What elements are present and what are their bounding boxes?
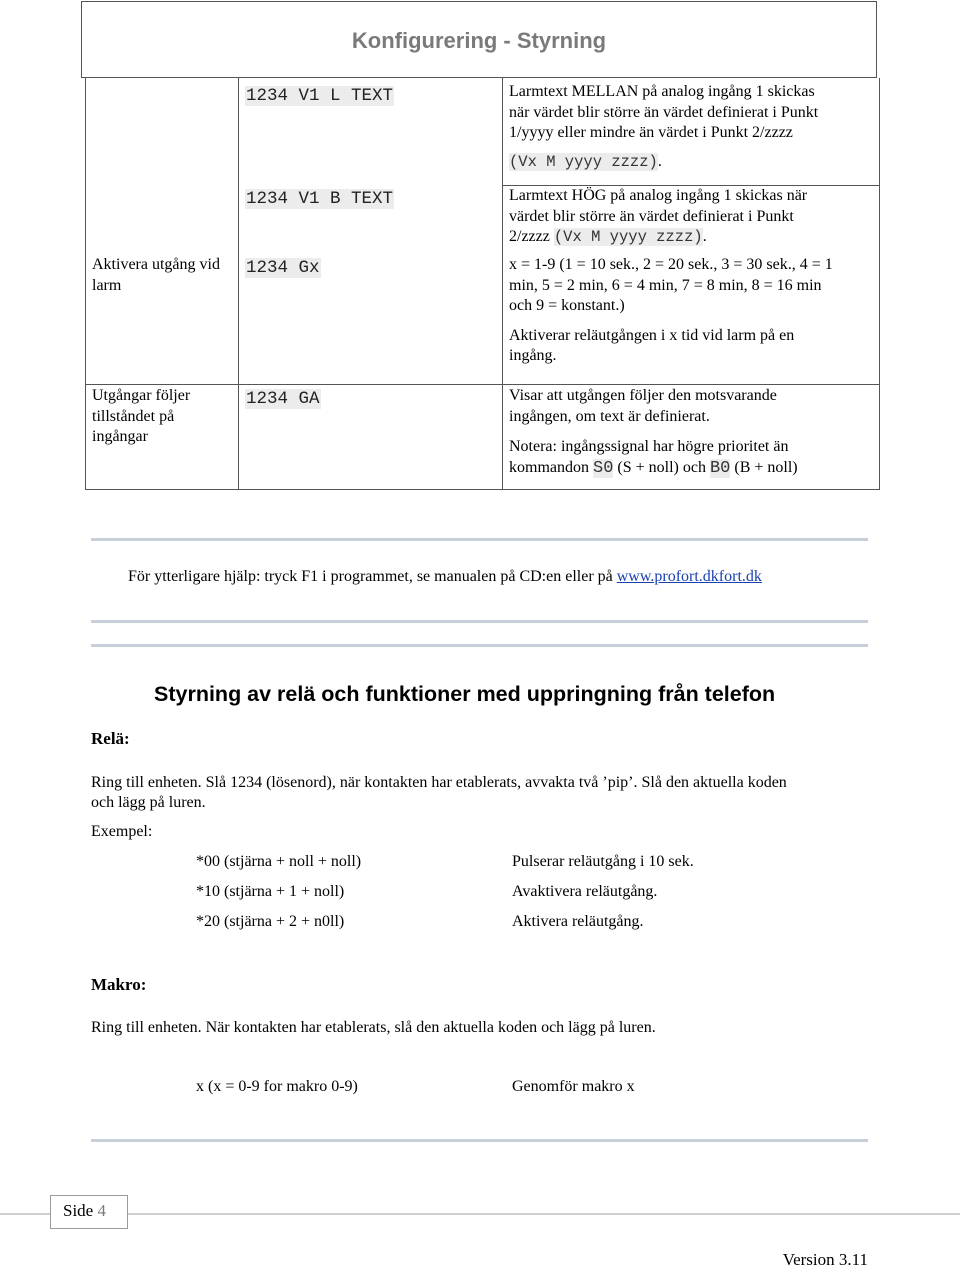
section-title: Styrning av relä och funktioner med uppringning från telefon: [154, 682, 776, 706]
command-ga: 1234 GA: [246, 389, 320, 409]
example-description: Pulserar reläutgång i 10 sek.: [512, 853, 694, 870]
macro-code: x (x = 0-9 for makro 0-9): [196, 1078, 358, 1095]
page-title: Konfigurering - Styrning: [351, 28, 607, 53]
help-text: För ytterligare hjälp: tryck F1 i programmet, se manualen på CD:en eller på www.profort.dkfort.dk: [128, 568, 762, 585]
command-v1-l: 1234 V1 L TEXT: [246, 86, 394, 106]
relay-label: Relä:: [91, 729, 130, 748]
example-code: *10 (stjärna + 1 + noll): [196, 883, 345, 900]
description-ga: Visar att utgången följer den motsvarande ingången, om text är definierat. Notera: ingångssignal har högre prioritet än kommandon S0 (S + noll) och B0 (B + noll): [509, 387, 798, 478]
example-description: Avaktivera reläutgång.: [512, 883, 658, 900]
footer-line: [0, 1213, 960, 1215]
table-border-bottom: [85, 489, 880, 490]
help-link[interactable]: www.profort.dkfort.dk: [616, 568, 762, 585]
table-row-divider: [85, 384, 880, 385]
example-code: *20 (stjärna + 2 + n0ll): [196, 913, 345, 930]
example-description: Aktivera reläutgång.: [512, 913, 644, 930]
command-v1-b: 1234 V1 B TEXT: [246, 189, 394, 209]
table-border-left: [85, 78, 86, 490]
table-divider-2: [502, 78, 503, 490]
example-code: *00 (stjärna + noll + noll): [196, 853, 362, 870]
label-activate-output: Aktivera utgång vid larm: [92, 256, 220, 294]
header-box: [81, 1, 877, 78]
command-gx: 1234 Gx: [246, 258, 320, 278]
table-border-right: [879, 78, 880, 490]
description-v1-b: Larmtext HÖG på analog ingång 1 skickas när värdet blir större än värdet definierat i Punkt 2/zzzz (Vx M yyyy zzzz).: [509, 187, 808, 246]
page-number-tab: Side 4: [50, 1195, 128, 1229]
divider-rule: [91, 620, 868, 623]
macro-description: Genomför makro x: [512, 1078, 635, 1095]
example-label: Exempel:: [91, 823, 153, 840]
macro-instructions: Ring till enheten. När kontakten har etablerats, slå den aktuella koden och lägg på luren.: [91, 1019, 656, 1036]
label-outputs-follow: Utgångar följer tillståndet på ingångar: [92, 387, 191, 445]
divider-rule: [91, 538, 868, 541]
relay-instructions: Ring till enheten. Slå 1234 (lösenord), när kontakten har etablerats, avvakta två ’pip’. Slå den aktuella koden och lägg på luren.: [91, 774, 787, 811]
config-table: [85, 78, 880, 490]
description-v1-l: Larmtext MELLAN på analog ingång 1 skickas när värdet blir större än värdet definierat i Punkt 1/yyyy eller mindre än värdet i Punkt 2/zzzz (Vx M yyyy zzzz).: [509, 83, 819, 171]
table-divider-1: [238, 78, 239, 490]
divider-rule: [91, 644, 868, 647]
version-label: Version 3.11: [782, 1250, 868, 1269]
macro-label: Makro:: [91, 975, 147, 994]
divider-rule: [91, 1139, 868, 1142]
description-gx: x = 1-9 (1 = 10 sek., 2 = 20 sek., 3 = 30 sek., 4 = 1 min, 5 = 2 min, 6 = 4 min, 7 = 8 min, 8 = 16 min och 9 = konstant.) Aktiverar reläutgången i x tid vid larm på en ingång.: [509, 256, 833, 364]
